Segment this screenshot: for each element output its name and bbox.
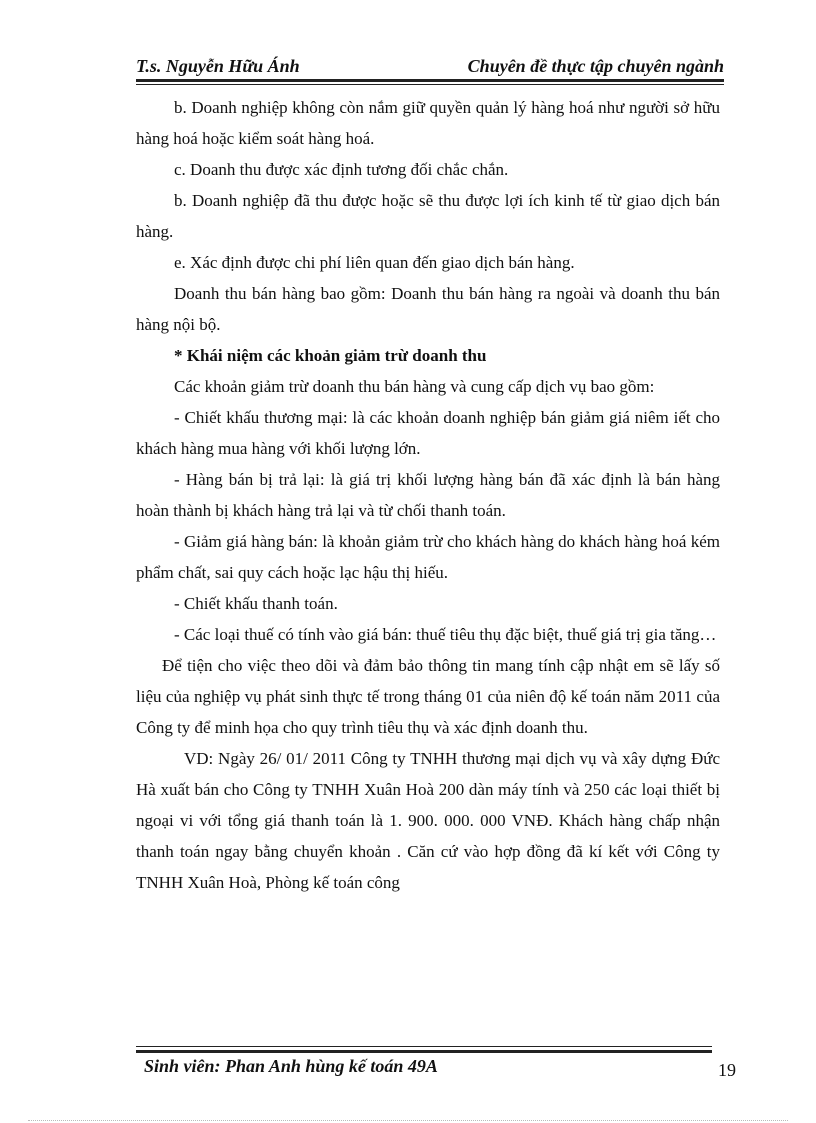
paragraph-deductions-intro: Các khoản giảm trừ doanh thu bán hàng và cung cấp dịch vụ bao gồm:	[174, 377, 655, 396]
paragraph-revenue-includes: Doanh thu bán hàng bao gồm: Doanh thu bán hàng ra ngoài và doanh thu bán hàng nội bộ.	[136, 284, 720, 334]
paragraph-condition-c: c. Doanh thu được xác định tương đối chắc chắn.	[174, 160, 509, 179]
header-rule-thin	[136, 84, 724, 85]
page-border	[28, 1120, 788, 1121]
list-item-trade-discount: - Chiết khấu thương mại: là các khoản doanh nghiệp bán giảm giá niêm iết cho khách hàng mua hàng với khối lượng lớn.	[136, 408, 720, 458]
paragraph-example: VD: Ngày 26/ 01/ 2011 Công ty TNHH thương mại dịch vụ và xây dựng Đức Hà xuất bán cho Công ty TNHH Xuân Hoà 200 dàn máy tính và 250 các loại thiết bị ngoại vi với tổng giá thanh toán là 1. 900. 000. 000 VNĐ. Khách hàng chấp nhận thanh toán ngay bằng chuyển khoản . Căn cứ vào hợp đồng đã kí kết với Công ty TNHH Xuân Hoà, Phòng kế toán công	[136, 749, 720, 892]
paragraph-condition-b1: b. Doanh nghiệp không còn nắm giữ quyền quản lý hàng hoá như người sở hữu hàng hoá hoặc kiểm soát hàng hoá.	[136, 98, 720, 148]
document-body	[136, 92, 720, 898]
paragraph-illustration: Để tiện cho việc theo dõi và đảm bảo thông tin mang tính cập nhật em sẽ lấy số liệu của nghiệp vụ phát sinh thực tế trong tháng 01 của niên độ kế toán năm 2011 của Công ty để minh họa cho quy trình tiêu thụ và xác định doanh thu.	[136, 656, 720, 737]
footer-rule	[136, 1050, 712, 1053]
paragraph-condition-e: e. Xác định được chi phí liên quan đến giao dịch bán hàng.	[174, 253, 575, 272]
header-author: T.s. Nguyễn Hữu Ánh	[136, 56, 300, 76]
page-number: 19	[718, 1060, 736, 1080]
header-rule	[136, 79, 724, 82]
section-heading: * Khái niệm các khoản giảm trừ doanh thu	[174, 346, 487, 365]
header-title: Chuyên đề thực tập chuyên ngành	[467, 56, 724, 76]
list-item-payment-discount: - Chiết khấu thanh toán.	[174, 594, 338, 613]
page-header	[136, 56, 724, 80]
list-item-taxes: - Các loại thuế có tính vào giá bán: thuế tiêu thụ đặc biệt, thuế giá trị gia tăng…	[174, 625, 717, 644]
paragraph-condition-b2: b. Doanh nghiệp đã thu được hoặc sẽ thu được lợi ích kinh tế từ giao dịch bán hàng.	[136, 191, 720, 241]
footer-student: Sinh viên: Phan Anh hùng kế toán 49A	[144, 1056, 438, 1076]
list-item-price-reduction: - Giảm giá hàng bán: là khoản giảm trừ cho khách hàng do khách hàng hoá kém phẩm chất, sai quy cách hoặc lạc hậu thị hiếu.	[136, 532, 720, 582]
list-item-returned-goods: - Hàng bán bị trả lại: là giá trị khối lượng hàng bán đã xác định là bán hàng hoàn thành bị khách hàng trả lại và từ chối thanh toán.	[136, 470, 720, 520]
footer-rule-thin	[136, 1046, 712, 1047]
